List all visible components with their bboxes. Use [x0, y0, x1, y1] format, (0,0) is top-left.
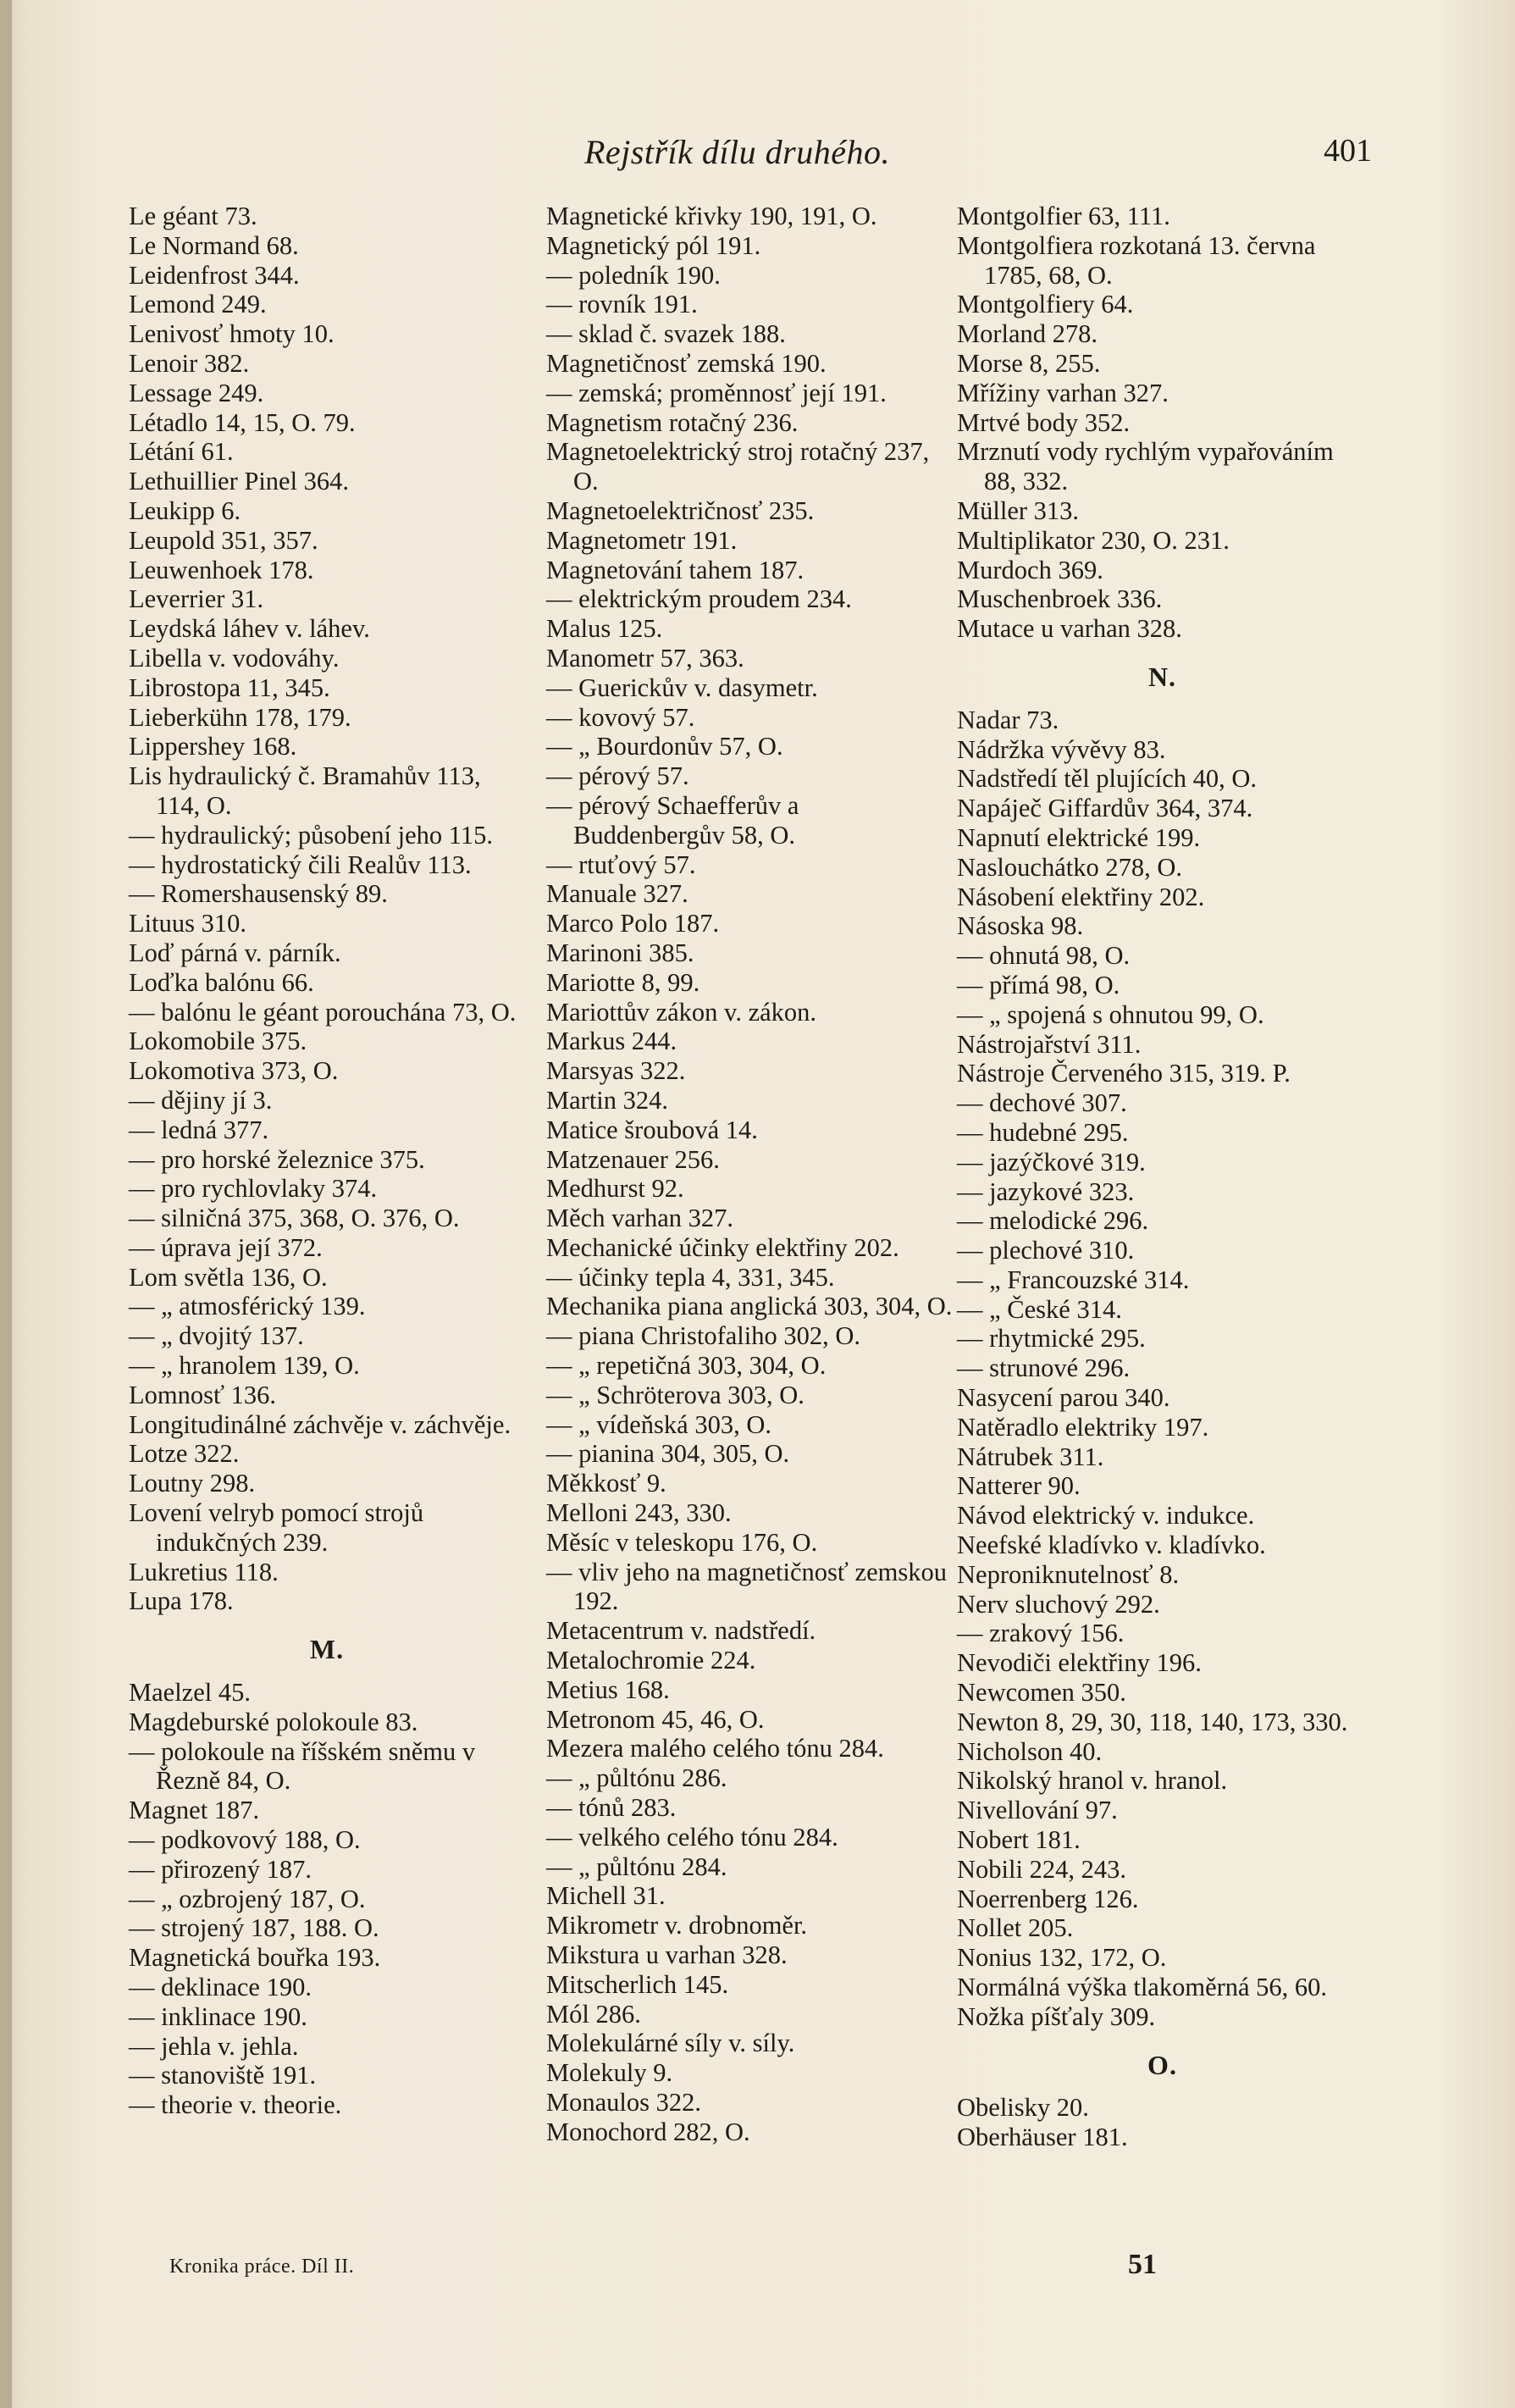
index-entry: — „ České 314. [957, 1294, 1122, 1324]
index-entry: — polokoule na říšském sněmu v Řezně 84, O. [129, 1736, 476, 1796]
index-entry: Lenivosť hmoty 10. [129, 319, 335, 349]
index-entry: Monochord 282, O. [546, 2117, 750, 2146]
index-entry: Lomnosť 136. [129, 1380, 277, 1409]
index-entry: — „ Francouzské 314. [957, 1265, 1190, 1294]
index-entry: Medhurst 92. [546, 1174, 684, 1204]
index-entry: Natěradlo elektriky 197. [957, 1412, 1209, 1442]
index-entry: Nátrubek 311. [957, 1442, 1104, 1471]
index-entry: Longitudinálné záchvěje v. záchvěje. [129, 1409, 511, 1439]
index-entry: Mariottův zákon v. zákon. [546, 997, 817, 1027]
index-entry: Leydská láhev v. láhev. [129, 614, 370, 644]
index-entry: Normálná výška tlakoměrná 56, 60. [957, 1973, 1328, 2002]
section-letter: M. [309, 1634, 345, 1665]
index-entry: — dějiny jí 3. [129, 1085, 273, 1115]
index-entry: Mariotte 8, 99. [546, 967, 700, 997]
index-entry: — vliv jeho na magnetičnosť zemskou 192. [546, 1557, 947, 1616]
index-entry: Loď párná v. párník. [129, 938, 341, 967]
index-entry: — theorie v. theorie. [129, 2090, 342, 2120]
index-column-1 [129, 202, 525, 2120]
index-entry: Michell 31. [546, 1881, 666, 1911]
index-entry: Noerrenberg 126. [957, 1884, 1139, 1913]
index-entry: — Romershausenský 89. [129, 879, 388, 909]
index-entry: Mrtvé body 352. [957, 407, 1131, 437]
index-entry: — deklinace 190. [129, 1973, 312, 2002]
index-entry: Molekuly 9. [546, 2058, 673, 2088]
index-entry: Manometr 57, 363. [546, 643, 744, 673]
index-entry: Magnetická bouřka 193. [129, 1943, 381, 1973]
index-entry: — rtuťový 57. [546, 850, 696, 879]
index-entry: — hydrostatický čili Realův 113. [129, 850, 472, 879]
index-entry: Loďka balónu 66. [129, 967, 314, 997]
index-entry: Natterer 90. [957, 1471, 1081, 1501]
index-entry: Müller 313. [957, 495, 1080, 525]
index-entry: Montgolfiera rozkotaná 13. června 1785, 68, O. [957, 230, 1316, 290]
index-entry: Napnutí elektrické 199. [957, 822, 1201, 852]
index-entry: Molekulárné síly v. síly. [546, 2029, 795, 2058]
index-entry: — zemská; proměnnosť její 191. [546, 378, 887, 407]
index-entry: Leukipp 6. [129, 495, 241, 525]
index-entry: — pérový 57. [546, 761, 689, 791]
index-entry: — kovový 57. [546, 702, 695, 732]
index-entry: Manuale 327. [546, 879, 688, 909]
index-entry: Nástroje Červeného 315, 319. P. [957, 1059, 1291, 1088]
index-entry: — pianina 304, 305, O. [546, 1439, 790, 1469]
index-entry: Létadlo 14, 15, O. 79. [129, 407, 356, 437]
index-entry: — „ půltónu 284. [546, 1852, 727, 1881]
index-entry: Obelisky 20. [957, 2093, 1089, 2123]
index-entry: Magnetování tahem 187. [546, 555, 804, 584]
index-entry: Lituus 310. [129, 909, 246, 938]
index-entry: Oberhäuser 181. [957, 2123, 1128, 2152]
index-entry: Lukretius 118. [129, 1557, 279, 1586]
index-entry: — poledník 190. [546, 260, 721, 290]
index-entry: Nobert 181. [957, 1825, 1081, 1855]
index-entry: Metalochromie 224. [546, 1646, 756, 1675]
index-column-3 [957, 202, 1368, 2152]
index-column-2 [546, 202, 953, 2147]
index-entry: Metius 168. [546, 1675, 670, 1704]
index-entry: Murdoch 369. [957, 555, 1103, 584]
index-entry: Měsíc v teleskopu 176, O. [546, 1527, 818, 1557]
index-entry: Mřížiny varhan 327. [957, 378, 1169, 407]
index-entry: — tónů 283. [546, 1793, 677, 1823]
index-entry: — „ Schröterova 303, O. [546, 1380, 804, 1409]
index-entry: Marco Polo 187. [546, 909, 720, 938]
index-entry: Loutny 298. [129, 1469, 256, 1498]
index-entry: Lemond 249. [129, 290, 267, 319]
index-entry: — hudebné 295. [957, 1117, 1129, 1147]
index-entry: Magnetoelektrický stroj rotačný 237, O. [546, 437, 930, 496]
index-entry: Metronom 45, 46, O. [546, 1704, 765, 1734]
index-entry: Monaulos 322. [546, 2088, 701, 2117]
index-entry: — „ atmosférický 139. [129, 1292, 366, 1321]
index-entry: Marinoni 385. [546, 938, 694, 967]
index-entry: Magdeburské polokoule 83. [129, 1707, 418, 1736]
index-entry: Mechanické účinky elektřiny 202. [546, 1232, 899, 1262]
index-entry: — ledná 377. [129, 1115, 269, 1144]
index-entry: Magnet 187. [129, 1796, 260, 1825]
index-entry: Návod elektrický v. indukce. [957, 1501, 1255, 1531]
index-entry: Mól 286. [546, 1999, 641, 2029]
index-entry: — „ spojená s ohnutou 99, O. [957, 999, 1264, 1029]
index-entry: Nástrojařství 311. [957, 1029, 1142, 1059]
index-entry: — jehla v. jehla. [129, 2031, 299, 2061]
index-entry: — silničná 375, 368, O. 376, O. [129, 1204, 460, 1233]
index-entry: Lupa 178. [129, 1586, 234, 1616]
index-entry: — sklad č. svazek 188. [546, 319, 786, 349]
index-entry: Metacentrum v. nadstředí. [546, 1616, 816, 1646]
index-entry: Magnetoelektričnosť 235. [546, 495, 815, 525]
index-entry: — balónu le géant porouchána 73, O. [129, 997, 517, 1027]
index-entry: Magnetičnosť zemská 190. [546, 348, 827, 378]
index-entry: — zrakový 156. [957, 1619, 1125, 1648]
index-entry: — stanoviště 191. [129, 2061, 317, 2090]
index-entry: — Guerickův v. dasymetr. [546, 673, 818, 702]
index-entry: Lethuillier Pinel 364. [129, 467, 350, 496]
index-entry: Mechanika piana anglická 303, 304, O. [546, 1292, 953, 1321]
index-entry: — účinky tepla 4, 331, 345. [546, 1262, 835, 1292]
index-entry: Mikstura u varhan 328. [546, 1940, 788, 1970]
page-binding-edge [0, 0, 12, 2408]
index-entry: — velkého celého tónu 284. [546, 1822, 838, 1852]
index-entry: Le Normand 68. [129, 230, 299, 260]
index-entry: Le géant 73. [129, 202, 257, 230]
index-entry: Multiplikator 230, O. 231. [957, 525, 1230, 555]
index-entry: — ohnutá 98, O. [957, 941, 1131, 971]
index-entry: — pro rychlovlaky 374. [129, 1174, 378, 1204]
index-entry: Nadstředí těl plujících 40, O. [957, 764, 1258, 794]
index-entry: — jazýčkové 319. [957, 1147, 1146, 1176]
index-entry: Nicholson 40. [957, 1736, 1103, 1766]
index-entry: — strunové 296. [957, 1353, 1131, 1383]
index-entry: — „ hranolem 139, O. [129, 1351, 360, 1381]
index-entry: Nobili 224, 243. [957, 1854, 1126, 1884]
index-entry: Nerv sluchový 292. [957, 1589, 1160, 1619]
index-entry: Měch varhan 327. [546, 1204, 734, 1233]
index-entry: Nadar 73. [957, 705, 1059, 734]
index-entry: — přirozený 187. [129, 1854, 312, 1884]
index-entry: — jazykové 323. [957, 1176, 1135, 1206]
index-entry: — hydraulický; působení jeho 115. [129, 820, 494, 850]
index-entry: Naslouchátko 278, O. [957, 852, 1182, 882]
running-title: Rejstřík dílu druhého. [584, 133, 890, 171]
index-entry: Nivellování 97. [957, 1796, 1118, 1825]
index-entry: Newton 8, 29, 30, 118, 140, 173, 330. [957, 1707, 1348, 1736]
index-entry: Montgolfiery 64. [957, 290, 1134, 319]
index-entry: — pro horské železnice 375. [129, 1144, 425, 1174]
index-entry: — přímá 98, O. [957, 970, 1120, 999]
index-entry: Mikrometr v. drobnoměr. [546, 1911, 808, 1940]
index-entry: Lotze 322. [129, 1439, 240, 1469]
index-entry: — „ dvojitý 137. [129, 1321, 304, 1351]
index-entry: Lessage 249. [129, 378, 264, 407]
index-entry: — rovník 191. [546, 290, 698, 319]
section-letter: N. [1147, 661, 1177, 692]
index-entry: Lis hydraulický č. Bramahův 113, 114, O. [129, 761, 481, 820]
index-entry: Magnetism rotačný 236. [546, 407, 799, 437]
index-entry: Leverrier 31. [129, 584, 264, 614]
index-entry: — elektrickým proudem 234. [546, 584, 852, 614]
index-entry: Lippershey 168. [129, 732, 297, 761]
index-entry: Násoska 98. [957, 911, 1084, 941]
index-entry: Násobení elektřiny 202. [957, 882, 1205, 911]
index-entry: Nollet 205. [957, 1913, 1074, 1943]
index-entry: Nádržka vývěvy 83. [957, 734, 1166, 764]
index-entry: Neproniknutelnosť 8. [957, 1559, 1180, 1589]
index-entry: — rhytmické 295. [957, 1324, 1146, 1353]
index-entry: Létání 61. [129, 437, 234, 467]
index-entry: Lenoir 382. [129, 348, 250, 378]
index-entry: — „ ozbrojený 187, O. [129, 1884, 366, 1913]
index-entry: Mitscherlich 145. [546, 1969, 729, 1999]
index-entry: — „ půltónu 286. [546, 1763, 727, 1793]
index-entry: Montgolfier 63, 111. [957, 202, 1170, 230]
index-entry: Lieberkühn 178, 179. [129, 702, 351, 732]
index-entry: — úprava její 372. [129, 1232, 323, 1262]
index-entry: Melloni 243, 330. [546, 1498, 732, 1528]
index-entry: Maelzel 45. [129, 1678, 251, 1708]
index-entry: Neefské kladívko v. kladívko. [957, 1531, 1266, 1560]
index-entry: Nonius 132, 172, O. [957, 1943, 1167, 1973]
index-entry: Newcomen 350. [957, 1678, 1126, 1708]
index-entry: Leidenfrost 344. [129, 260, 300, 290]
index-entry: Matice šroubová 14. [546, 1115, 758, 1144]
printer-signature: 51 [1128, 2249, 1157, 2280]
index-entry: Nasycení parou 340. [957, 1383, 1170, 1413]
index-entry: Muschenbroek 336. [957, 584, 1163, 614]
index-entry: Mezera malého celého tónu 284. [546, 1734, 884, 1763]
index-entry: Lokomotiva 373, O. [129, 1056, 339, 1086]
index-entry: Morland 278. [957, 319, 1098, 349]
index-entry: — „ vídeňská 303, O. [546, 1409, 771, 1439]
index-entry: Lovení velryb pomocí strojů indukčných 239. [129, 1498, 424, 1557]
index-entry: — strojený 187, 188. O. [129, 1913, 379, 1943]
index-entry: Leuwenhoek 178. [129, 555, 314, 584]
index-entry: Leupold 351, 357. [129, 525, 318, 555]
index-entry: — piana Christofaliho 302, O. [546, 1321, 861, 1351]
index-entry: Nevodiči elektřiny 196. [957, 1648, 1202, 1678]
index-entry: Napáječ Giffardův 364, 374. [957, 794, 1253, 823]
index-entry: — podkovový 188, O. [129, 1825, 361, 1855]
index-entry: — inklinace 190. [129, 2001, 307, 2031]
index-entry: Mrznutí vody rychlým vypařováním 88, 332. [957, 437, 1334, 496]
index-entry: Magnetické křivky 190, 191, O. [546, 202, 877, 230]
index-entry: Martin 324. [546, 1085, 669, 1115]
index-entry: Marsyas 322. [546, 1056, 686, 1086]
index-entry: — „ repetičná 303, 304, O. [546, 1351, 827, 1381]
page-number: 401 [1324, 133, 1372, 169]
index-entry: Libella v. vodováhy. [129, 643, 340, 673]
index-entry: Malus 125. [546, 614, 663, 644]
index-entry: Morse 8, 255. [957, 348, 1101, 378]
index-entry: Librostopa 11, 345. [129, 673, 330, 702]
index-entry: — „ Bourdonův 57, O. [546, 732, 783, 761]
index-entry: — pérový Schaefferův a Buddenbergův 58, O. [546, 790, 799, 850]
index-entry: Nikolský hranol v. hranol. [957, 1766, 1228, 1796]
index-entry: — melodické 296. [957, 1206, 1149, 1236]
section-letter: O. [1147, 2049, 1177, 2080]
index-entry: Lom světla 136, O. [129, 1262, 328, 1292]
index-entry: Magnetometr 191. [546, 525, 738, 555]
index-entry: Markus 244. [546, 1027, 677, 1056]
index-entry: Magnetický pól 191. [546, 230, 761, 260]
page-header [127, 127, 1372, 178]
index-entry: — plechové 310. [957, 1236, 1135, 1265]
index-entry: — dechové 307. [957, 1088, 1127, 1118]
index-entry: Matzenauer 256. [546, 1144, 720, 1174]
index-entry: Mutace u varhan 328. [957, 614, 1182, 644]
index-entry: Měkkosť 9. [546, 1469, 666, 1498]
footer-note: Kronika práce. Díl II. [169, 2256, 355, 2278]
index-entry: Lokomobile 375. [129, 1027, 307, 1056]
index-entry: Nožka píšťaly 309. [957, 2001, 1156, 2031]
